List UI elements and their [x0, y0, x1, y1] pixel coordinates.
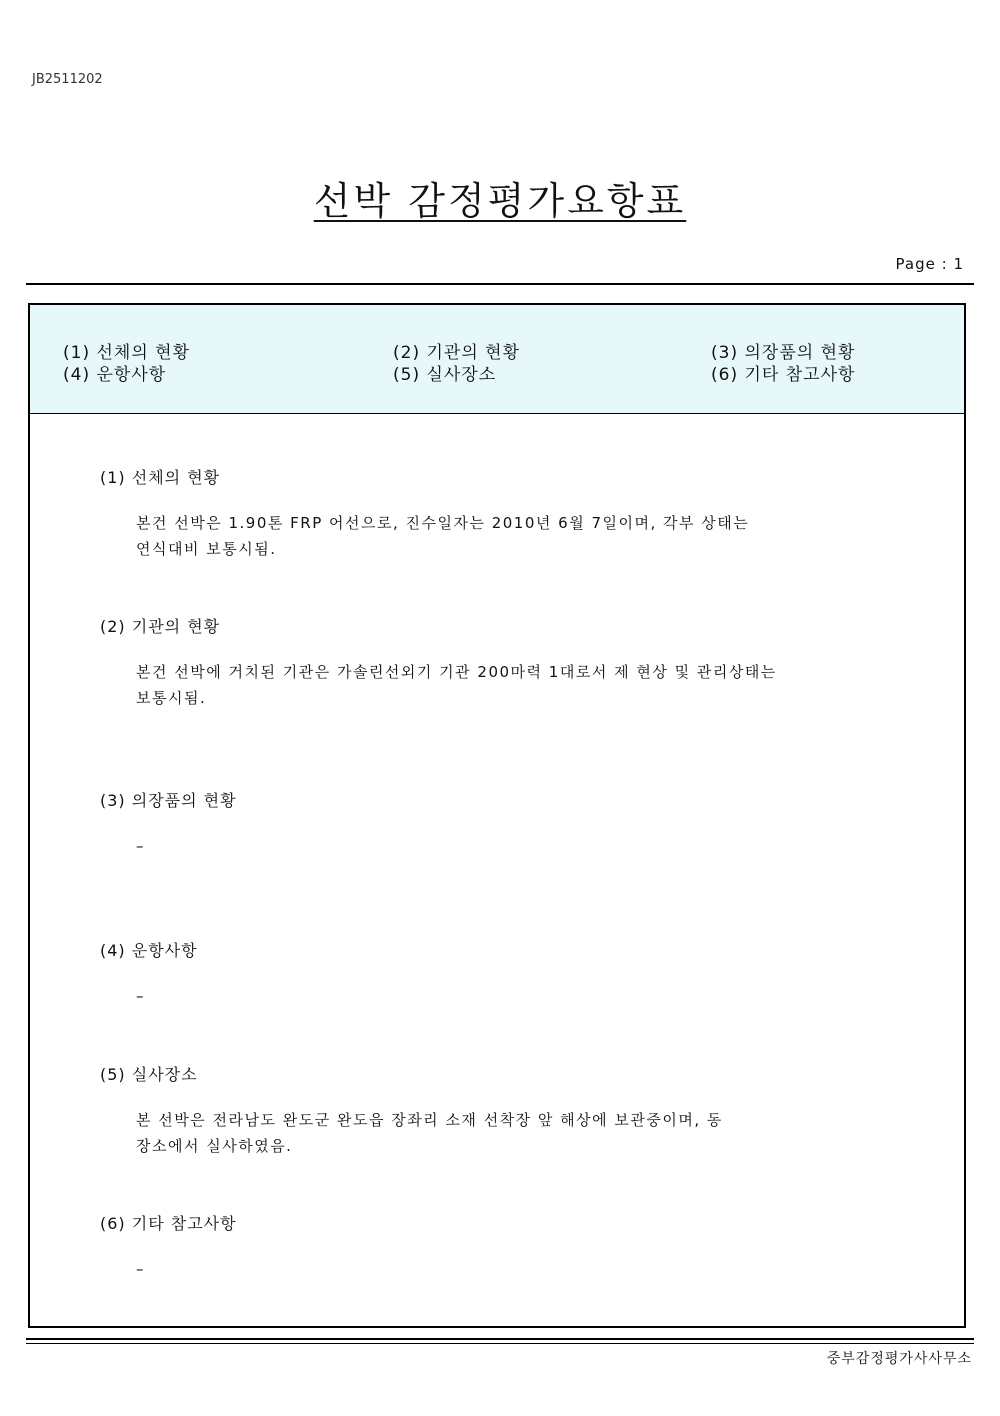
- section-other-notes: [100, 1211, 916, 1282]
- section-heading: (2) 기관의 현황: [100, 617, 221, 636]
- footer-office-name: 중부감정평가사사무소: [826, 1351, 972, 1367]
- section-body: 본건 선박은 1.90톤 FRP 어선으로, 진수일자는 2010년 6월 7일이며, 각부 상태는 연식대비 보통시됨.: [136, 514, 750, 558]
- bottom-divider: [26, 1338, 974, 1340]
- section-body: 본 선박은 전라남도 완도군 완도읍 장좌리 소재 선착장 앞 해상에 보관중이며, 동 장소에서 실사하였음.: [136, 1111, 723, 1155]
- section-operation: [100, 938, 916, 1009]
- section-heading: (6) 기타 참고사항: [100, 1214, 237, 1233]
- toc-item-equipment: (3) 의장품의 현황: [711, 343, 856, 363]
- section-heading: (3) 의장품의 현황: [100, 791, 237, 810]
- document-title-text: 선박 감정평가요항표: [313, 179, 687, 223]
- section-body: –: [136, 837, 145, 855]
- section-heading: (5) 실사장소: [100, 1065, 198, 1084]
- bottom-divider-thin: [26, 1343, 974, 1344]
- section-engine: [100, 614, 916, 711]
- toc-item-inspection-site: (5) 실사장소: [393, 365, 497, 385]
- toc-item-other-notes: (6) 기타 참고사항: [711, 365, 856, 385]
- section-body: –: [136, 987, 145, 1005]
- section-hull: [100, 465, 916, 562]
- section-inspection-site: [100, 1062, 916, 1159]
- document-title: [0, 170, 1000, 225]
- section-body: 본건 선박에 거치된 기관은 가솔린선외기 기관 200마력 1대로서 제 현상 및 관리상태는 보통시됨.: [136, 663, 777, 707]
- section-equipment: [100, 788, 916, 859]
- section-heading: (1) 선체의 현황: [100, 468, 221, 487]
- top-divider: [26, 283, 974, 285]
- section-heading: (4) 운항사항: [100, 941, 198, 960]
- document-id: JB2511202: [32, 72, 103, 87]
- page-number: Page : 1: [895, 255, 964, 273]
- table-of-contents: [30, 305, 964, 414]
- toc-item-operation: (4) 운항사항: [63, 365, 167, 385]
- toc-item-engine: (2) 기관의 현황: [393, 343, 520, 363]
- toc-item-hull: (1) 선체의 현황: [63, 343, 190, 363]
- content-frame: [28, 303, 966, 1328]
- section-body: –: [136, 1260, 145, 1278]
